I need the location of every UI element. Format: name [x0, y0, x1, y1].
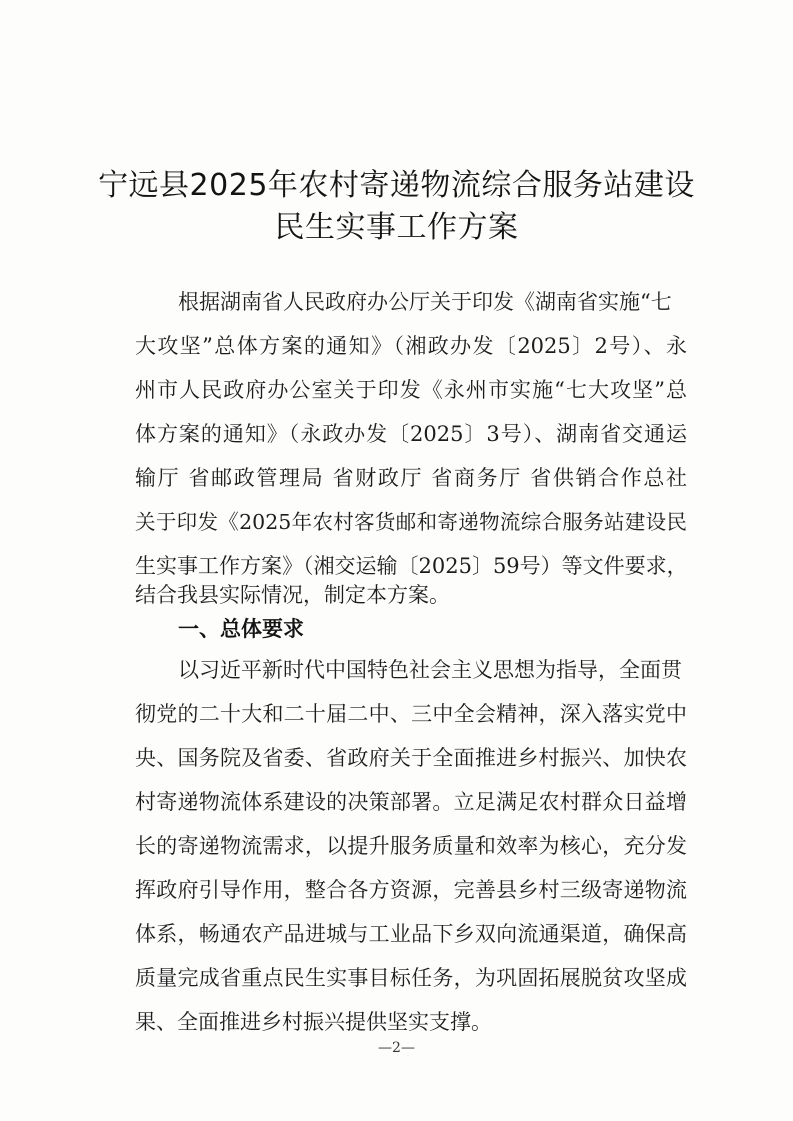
section-1-heading: 一、总体要求	[178, 617, 304, 641]
document-title-line-2: 民生实事工作方案	[274, 210, 519, 245]
intro-line-4: 体方案的通知》（永政办发〔2025〕3号）、湖南省交通运	[135, 422, 687, 446]
intro-line-2: 大攻坚”总体方案的通知》（湘政办发〔2025〕2号）、永	[135, 334, 687, 358]
intro-line-3: 州市人民政府办公室关于印发《永州市实施“七大攻坚”总	[135, 378, 687, 402]
intro-line-7: 生实事工作方案》（湘交运输〔2025〕59号）等文件要求，	[135, 554, 688, 578]
page-number: —2—	[378, 1040, 415, 1056]
section-1-line-2: 彻党的二十大和二十届二中、三中全会精神，深入落实党中	[135, 702, 687, 726]
intro-line-8: 结合我县实际情况，制定本方案。	[135, 583, 450, 607]
section-1-line-3: 央、国务院及省委、省政府关于全面推进乡村振兴、加快农	[135, 746, 687, 770]
intro-line-5: 输厅 省邮政管理局 省财政厅 省商务厅 省供销合作总社	[135, 466, 687, 490]
section-1-line-6: 挥政府引导作用，整合各方资源，完善县乡村三级寄递物流	[135, 878, 687, 902]
section-1-line-8: 质量完成省重点民生实事目标任务，为巩固拓展脱贫攻坚成	[135, 966, 687, 990]
section-1-line-7: 体系，畅通农产品进城与工业品下乡双向流通渠道，确保高	[135, 922, 687, 946]
section-1-line-9: 果、全面推进乡村振兴提供坚实支撑。	[135, 1010, 492, 1034]
section-1-line-1: 以习近平新时代中国特色社会主义思想为指导，全面贯	[178, 658, 682, 682]
document-title-line-1: 宁远县2025年农村寄递物流综合服务站建设	[98, 168, 695, 203]
section-1-line-5: 长的寄递物流需求，以提升服务质量和效率为核心，充分发	[135, 834, 687, 858]
section-1-line-4: 村寄递物流体系建设的决策部署。立足满足农村群众日益增	[135, 790, 687, 814]
intro-line-6: 关于印发《2025年农村客货邮和寄递物流综合服务站建设民	[135, 510, 687, 534]
intro-line-1: 根据湖南省人民政府办公厅关于印发《湖南省实施“七	[178, 290, 672, 314]
